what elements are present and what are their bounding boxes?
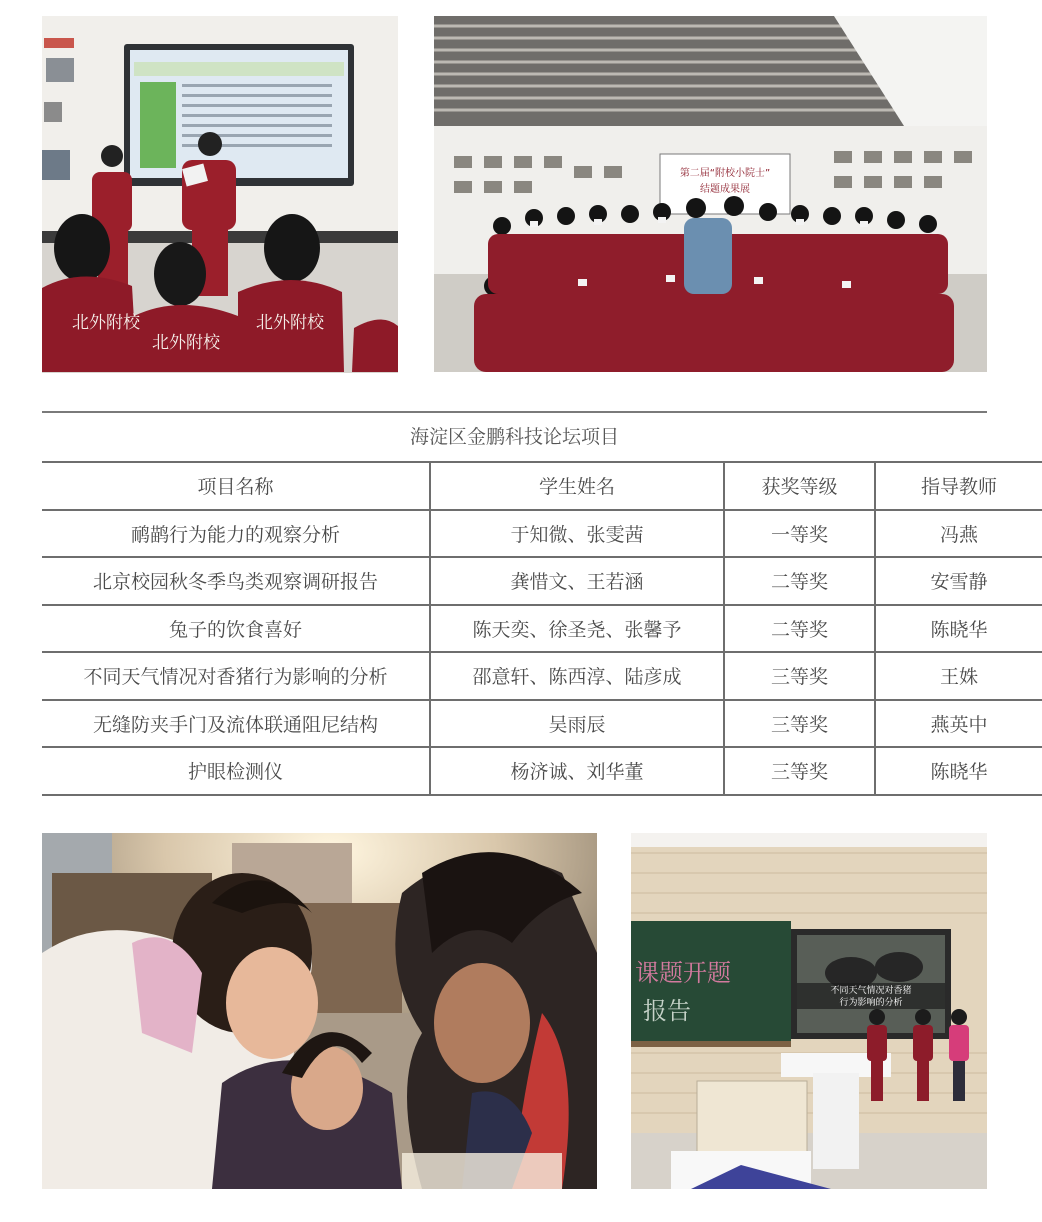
- header-project-name: 项目名称: [42, 462, 430, 510]
- cell-student-names: 龚惜文、王若涵: [430, 557, 724, 605]
- cell-advisor: 燕英中: [875, 700, 1042, 748]
- cell-award-level: 二等奖: [724, 605, 875, 653]
- jacket-text-1: 北外附校: [72, 313, 140, 333]
- table-row: [42, 747, 1042, 795]
- cell-award-level: 三等奖: [724, 700, 875, 748]
- award-table: [42, 461, 1042, 796]
- cell-student-names: 杨济诚、刘华董: [430, 747, 724, 795]
- cell-award-level: 三等奖: [724, 747, 875, 795]
- cell-project-name: 不同天气情况对香猪行为影响的分析: [42, 652, 430, 700]
- cell-project-name: 无缝防夹手门及流体联通阻尼结构: [42, 700, 430, 748]
- cell-advisor: 安雪静: [875, 557, 1042, 605]
- cell-project-name: 兔子的饮食喜好: [42, 605, 430, 653]
- jacket-text-3: 北外附校: [256, 313, 324, 333]
- table-header-row: [42, 462, 1042, 510]
- cell-project-name: 鸸鹋行为能力的观察分析: [42, 510, 430, 558]
- screen-title-line-1: 不同天气情况对香猪: [830, 986, 912, 996]
- chalk-text-line-1: 课题开题: [635, 959, 731, 987]
- chalk-text-line-2: 报告: [643, 997, 691, 1025]
- photo-group-exhibition: [434, 16, 987, 372]
- header-award-level: 获奖等级: [724, 462, 875, 510]
- table-row: [42, 557, 1042, 605]
- table-row: [42, 605, 1042, 653]
- cell-award-level: 二等奖: [724, 557, 875, 605]
- cell-advisor: 陈晓华: [875, 605, 1042, 653]
- table-row: [42, 510, 1042, 558]
- cell-student-names: 吴雨辰: [430, 700, 724, 748]
- photo-outdoor-observation: [42, 833, 597, 1189]
- photo-student-presentation: [42, 16, 398, 372]
- cell-student-names: 陈天奕、徐圣尧、张馨予: [430, 605, 724, 653]
- cell-advisor: 王姝: [875, 652, 1042, 700]
- cell-award-level: 三等奖: [724, 652, 875, 700]
- header-advisor: 指导教师: [875, 462, 1042, 510]
- table-title: 海淀区金鹏科技论坛项目: [409, 426, 619, 448]
- award-table-section: [42, 411, 997, 793]
- cell-award-level: 一等奖: [724, 510, 875, 558]
- jacket-text-2: 北外附校: [152, 333, 220, 353]
- cell-advisor: 陈晓华: [875, 747, 1042, 795]
- cell-student-names: 于知微、张雯茜: [430, 510, 724, 558]
- cell-student-names: 邵意轩、陈西淳、陆彦成: [430, 652, 724, 700]
- photo-report-presentation: [631, 833, 987, 1189]
- cell-project-name: 护眼检测仪: [42, 747, 430, 795]
- header-student-names: 学生姓名: [430, 462, 724, 510]
- cell-advisor: 冯燕: [875, 510, 1042, 558]
- screen-title-line-2: 行为影响的分析: [839, 998, 903, 1008]
- table-row: [42, 700, 1042, 748]
- table-row: [42, 652, 1042, 700]
- banner-line-2: 结题成果展: [700, 184, 750, 195]
- cell-project-name: 北京校园秋冬季鸟类观察调研报告: [42, 557, 430, 605]
- banner-line-1: 第二届“附校小院士”: [679, 168, 771, 179]
